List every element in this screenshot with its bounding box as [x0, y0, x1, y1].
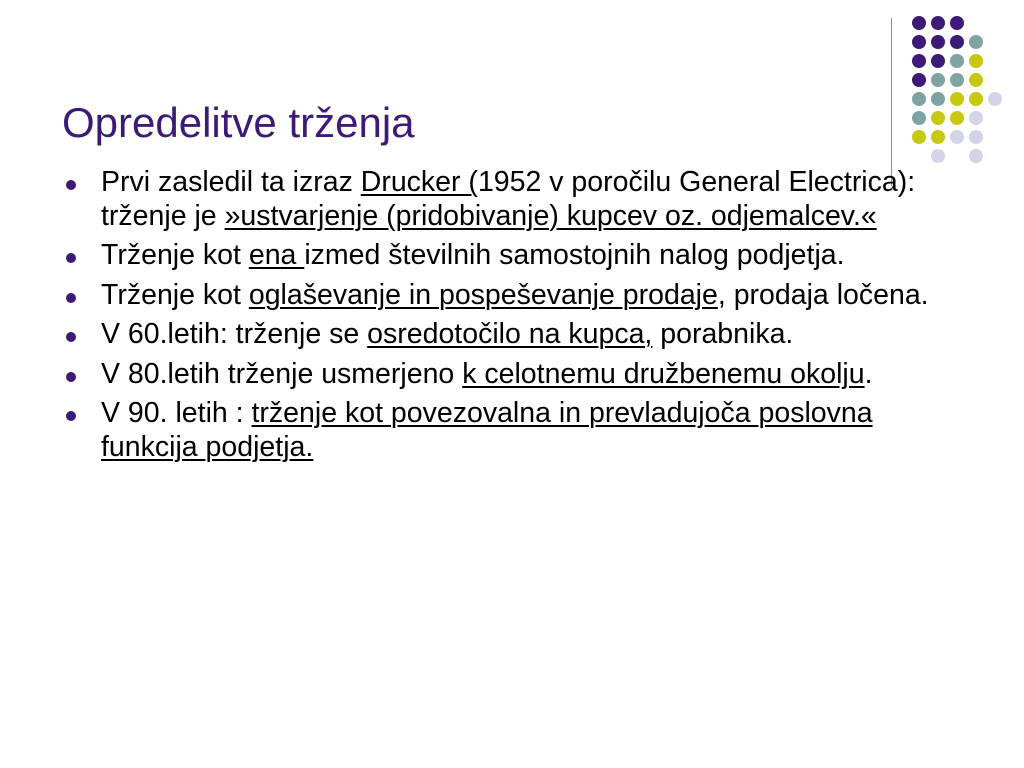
bullet-dot-icon: [66, 411, 76, 421]
dot-teal-icon: [950, 73, 964, 87]
bullet-dot-icon: [66, 372, 76, 382]
dot-yellow-icon: [931, 130, 945, 144]
underlined-text: Drucker (: [360, 166, 478, 198]
bullet-item: [66, 318, 966, 352]
bullet-text: .: [864, 357, 873, 390]
dot-purple-icon: [950, 35, 964, 49]
bullet-item: [66, 358, 966, 392]
dot-yellow-icon: [969, 54, 983, 68]
bullet-text: Trženje kot: [101, 239, 249, 271]
bullet-dot-icon: [66, 180, 76, 190]
dot-lavender-icon: [969, 149, 983, 163]
dot-purple-icon: [912, 73, 926, 87]
underlined-text: oglaševanje in pospeševanje prodaje: [248, 278, 718, 311]
bullet-text: V 80.letih trženje usmerjeno: [101, 357, 463, 390]
dot-purple-icon: [931, 16, 945, 30]
bullet-item: [66, 166, 966, 233]
dot-lavender-icon: [969, 111, 983, 125]
bullet-item: [66, 279, 966, 313]
bullet-item: [66, 397, 966, 464]
bullet-text: porabnika.: [652, 318, 794, 350]
dot-purple-icon: [912, 54, 926, 68]
dot-lavender-icon: [931, 149, 945, 163]
dot-yellow-icon: [912, 130, 926, 144]
dot-lavender-icon: [969, 130, 983, 144]
bullet-dot-icon: [66, 253, 76, 263]
bullet-text: Prvi zasledil ta izraz: [101, 166, 361, 198]
bullet-text: , prodaja ločena.: [717, 278, 929, 311]
bullet-list: [66, 166, 966, 470]
title-divider-line: [891, 18, 892, 186]
bullet-text: V 60.letih: trženje se: [101, 318, 368, 350]
underlined-text: ena: [248, 239, 305, 271]
dot-teal-icon: [931, 92, 945, 106]
dot-yellow-icon: [969, 73, 983, 87]
dot-teal-icon: [950, 54, 964, 68]
dot-lavender-icon: [950, 130, 964, 144]
bullet-dot-icon: [66, 293, 76, 303]
bullet-text: V 90. letih :: [101, 397, 252, 429]
slide-title: Opredelitve trženja: [62, 99, 415, 146]
bullet-item: [66, 239, 966, 273]
underlined-text: »ustvarjenje (pridobivanje) kupcev oz. odjemalcev.«: [224, 199, 877, 232]
dot-purple-icon: [950, 16, 964, 30]
dot-purple-icon: [931, 35, 945, 49]
dot-teal-icon: [931, 73, 945, 87]
dot-yellow-icon: [950, 111, 964, 125]
underlined-text: k celotnemu družbenemu okolju: [462, 357, 865, 390]
bullet-text: Trženje kot: [101, 278, 249, 311]
dot-purple-icon: [931, 54, 945, 68]
dot-teal-icon: [969, 35, 983, 49]
dot-yellow-icon: [931, 111, 945, 125]
bullet-text: izmed številnih samostojnih nalog podjetja.: [304, 239, 845, 271]
dot-yellow-icon: [950, 92, 964, 106]
dot-yellow-icon: [969, 92, 983, 106]
dot-purple-icon: [912, 16, 926, 30]
dot-purple-icon: [912, 35, 926, 49]
underlined-text: osredotočilo na kupca,: [367, 318, 653, 350]
bullet-dot-icon: [66, 332, 76, 342]
underlined-text: trženje kot povezovalna in prevladujoča poslovna funkcija podjetja.: [101, 397, 873, 463]
bullet-text: 1952 v poročilu General Electrica): trženje je: [101, 166, 916, 232]
dot-teal-icon: [912, 92, 926, 106]
dot-teal-icon: [912, 111, 926, 125]
dot-lavender-icon: [988, 92, 1002, 106]
